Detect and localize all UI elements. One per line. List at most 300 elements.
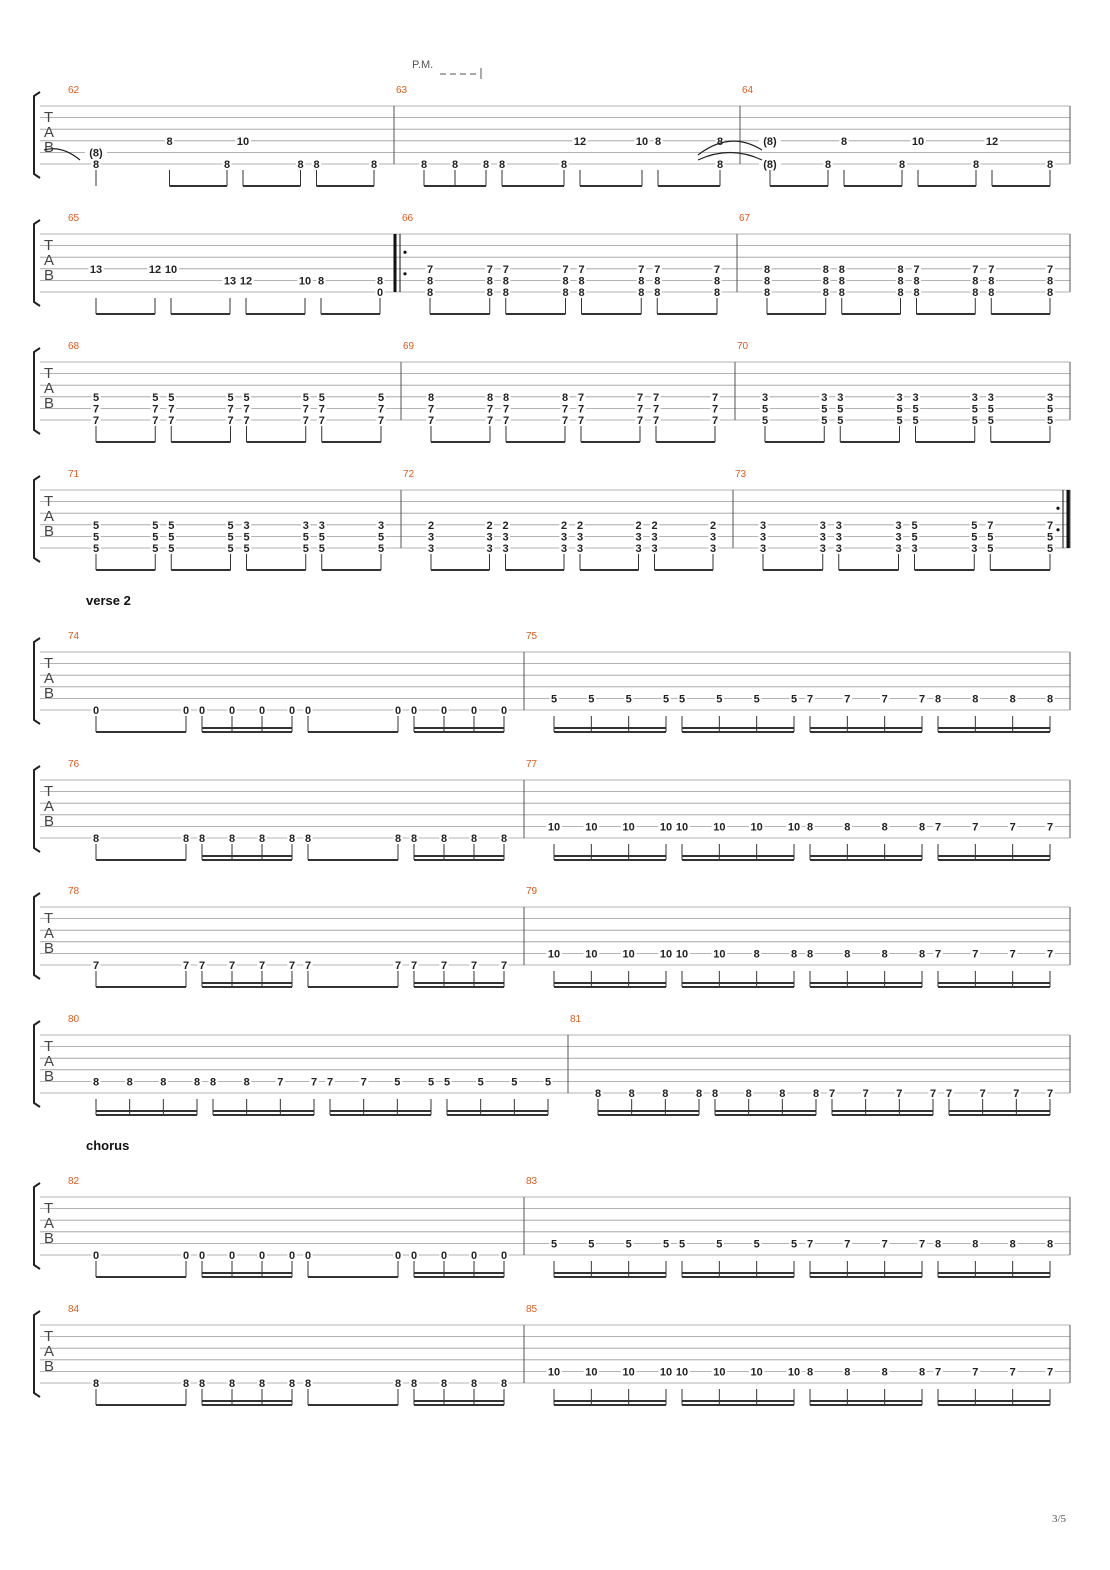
measure-number: 80 xyxy=(68,1014,80,1025)
fret-number: 8 xyxy=(223,159,231,171)
fret-number: 5 xyxy=(1046,531,1054,544)
fret-number: 7 xyxy=(92,960,100,972)
fret-number: 10 xyxy=(547,1366,561,1379)
fret-number: 0 xyxy=(288,705,296,717)
fret-number: 7 xyxy=(881,693,888,706)
fret-number: 5 xyxy=(753,1238,760,1251)
fret-number: 2 xyxy=(560,519,568,532)
fret-number: 7 xyxy=(1013,1088,1020,1100)
fret-number: 5 xyxy=(443,1076,451,1089)
fret-number: 7 xyxy=(918,1238,926,1251)
fret-number: 8 xyxy=(92,1076,100,1089)
fret-number: 3 xyxy=(759,531,767,544)
fret-number: 7 xyxy=(92,415,100,427)
fret-number: 5 xyxy=(168,391,175,404)
fret-number: 5 xyxy=(790,693,798,706)
section-label-verse-2: verse 2 xyxy=(86,593,131,608)
fret-number: 8 xyxy=(897,263,904,276)
fret-number: 8 xyxy=(394,1378,402,1390)
fret-number: 3 xyxy=(895,543,902,555)
fret-number: 8 xyxy=(838,275,845,288)
fret-number: 7 xyxy=(652,391,660,404)
fret-number: 5 xyxy=(511,1076,518,1089)
system-bracket xyxy=(34,766,40,852)
fret-number: 8 xyxy=(918,821,926,834)
fret-number: 8 xyxy=(881,821,888,834)
fret-number: 8 xyxy=(243,1076,250,1089)
fret-number: 3 xyxy=(895,531,902,544)
fret-number: 7 xyxy=(502,403,510,416)
measure-number: 85 xyxy=(526,1304,538,1315)
fret-number: 2 xyxy=(486,519,493,532)
fret-number: 3 xyxy=(709,543,717,555)
measure-number: 68 xyxy=(68,341,80,352)
fret-number: 7 xyxy=(711,415,719,427)
tab-clef-letter: B xyxy=(44,523,55,540)
fret-number: 7 xyxy=(168,415,175,427)
fret-number: 0 xyxy=(304,705,312,717)
fret-number: 3 xyxy=(651,543,658,555)
fret-number: 5 xyxy=(761,415,769,427)
fret-number: 2 xyxy=(709,519,717,532)
fret-number: 3 xyxy=(635,543,642,555)
fret-number: 0 xyxy=(228,1250,236,1262)
fret-number: 5 xyxy=(662,1238,670,1251)
fret-number: 8 xyxy=(160,1076,167,1089)
repeat-dot xyxy=(403,251,406,254)
fret-number: 8 xyxy=(440,833,448,845)
fret-number: 7 xyxy=(500,960,508,972)
fret-number: 8 xyxy=(166,135,173,148)
fret-number: 7 xyxy=(1046,948,1054,961)
tab-clef-letter: T xyxy=(44,493,54,510)
fret-number: 5 xyxy=(227,519,234,532)
fret-number: 7 xyxy=(410,960,418,972)
measure-number: 65 xyxy=(68,213,80,224)
fret-number: 5 xyxy=(821,403,828,416)
fret-number: 8 xyxy=(713,275,721,288)
fret-number: 7 xyxy=(502,415,510,427)
fret-number: 7 xyxy=(711,391,719,404)
fret-number: 7 xyxy=(713,263,721,276)
fret-number: 5 xyxy=(1046,543,1054,555)
fret-number: 5 xyxy=(152,543,159,555)
fret-number: 7 xyxy=(638,263,645,276)
fret-number: 8 xyxy=(561,391,569,404)
fret-number: 8 xyxy=(638,275,645,288)
fret-number: 8 xyxy=(209,1076,217,1089)
fret-number: 3 xyxy=(819,519,826,532)
fret-number: 0 xyxy=(470,1250,478,1262)
fret-number: 8 xyxy=(654,135,662,148)
fret-number: 5 xyxy=(318,543,325,555)
system-bracket xyxy=(34,1311,40,1397)
fret-number: 10 xyxy=(622,1366,635,1379)
fret-number: 7 xyxy=(377,415,385,427)
fret-number: 8 xyxy=(258,833,266,845)
fret-number: 5 xyxy=(837,415,844,427)
fret-number: 5 xyxy=(227,391,234,404)
fret-number: 5 xyxy=(243,391,250,404)
tab-clef-letter: B xyxy=(44,685,55,702)
fret-number: 8 xyxy=(972,159,980,171)
fret-number: 7 xyxy=(918,693,926,706)
fret-number: 8 xyxy=(1046,287,1054,299)
fret-number: 8 xyxy=(578,275,585,288)
system-bracket xyxy=(34,1183,40,1269)
measure-number: 69 xyxy=(403,341,415,352)
tab-clef-letter: B xyxy=(44,1230,55,1247)
tab-clef-letter: B xyxy=(44,940,55,957)
fret-number: 0 xyxy=(410,705,418,717)
measure-number: 63 xyxy=(396,85,408,96)
fret-number: 5 xyxy=(377,531,385,544)
fret-number: 7 xyxy=(913,263,920,276)
fret-number: 8 xyxy=(313,159,320,171)
fret-number: 10 xyxy=(659,1366,673,1379)
measure-number: 76 xyxy=(68,759,80,770)
tab-clef-letter: T xyxy=(44,1200,54,1217)
fret-number: 8 xyxy=(972,275,979,288)
fret-number: 8 xyxy=(288,1378,296,1390)
measure-number: 77 xyxy=(526,759,538,770)
fret-number: 10 xyxy=(547,821,561,834)
tab-clef-letter: A xyxy=(44,252,55,269)
fret-number: 7 xyxy=(972,821,979,834)
tab-clef-letter: B xyxy=(44,395,55,412)
fret-number: 8 xyxy=(228,1378,236,1390)
fret-number: 3 xyxy=(635,531,642,544)
fret-number: 3 xyxy=(651,531,658,544)
palm-mute-label: P.M. xyxy=(412,59,434,71)
measure-number: 64 xyxy=(742,85,754,96)
fret-number: 8 xyxy=(1009,1238,1016,1251)
fret-number: 8 xyxy=(1009,693,1016,706)
fret-number: 5 xyxy=(911,519,918,532)
fret-number: 5 xyxy=(678,1238,686,1251)
fret-number: 3 xyxy=(895,519,902,532)
fret-number: 3 xyxy=(837,391,844,404)
fret-number: 8 xyxy=(560,159,568,171)
fret-number: 7 xyxy=(326,1076,334,1089)
fret-number: 3 xyxy=(759,519,767,532)
system-bracket xyxy=(34,476,40,562)
fret-number: 7 xyxy=(828,1088,836,1100)
fret-number: 0 xyxy=(258,1250,266,1262)
fret-number: 8 xyxy=(594,1088,602,1100)
fret-number: 5 xyxy=(302,531,309,544)
system-bracket xyxy=(34,348,40,434)
fret-number: 3 xyxy=(560,543,568,555)
fret-number: 7 xyxy=(636,391,644,404)
tab-clef-letter: B xyxy=(44,1068,55,1085)
fret-number: 8 xyxy=(844,821,851,834)
fret-number: 3 xyxy=(896,391,903,404)
fret-number: 0 xyxy=(440,1250,448,1262)
fret-number: 7 xyxy=(988,263,995,276)
fret-number: 3 xyxy=(318,519,325,532)
fret-number: 8 xyxy=(500,833,508,845)
fret-number: 8 xyxy=(92,1378,100,1390)
fret-number: 7 xyxy=(360,1076,367,1089)
fret-number: 7 xyxy=(711,403,719,416)
system-bracket xyxy=(34,92,40,178)
fret-number: 10 xyxy=(911,135,925,148)
fret-number: 8 xyxy=(486,287,493,299)
fret-number: 8 xyxy=(822,287,829,299)
fret-number: 5 xyxy=(377,391,385,404)
fret-number: 7 xyxy=(486,263,493,276)
fret-number: 8 xyxy=(228,833,236,845)
measure-number: 70 xyxy=(737,341,749,352)
fret-number: 0 xyxy=(288,1250,296,1262)
fret-number: 8 xyxy=(502,391,510,404)
fret-number: 5 xyxy=(588,693,595,706)
fret-number: 8 xyxy=(881,1366,888,1379)
fret-number: 7 xyxy=(152,403,159,416)
measure-number: 74 xyxy=(68,631,80,642)
fret-number: 3 xyxy=(835,543,842,555)
fret-number: 8 xyxy=(713,287,721,299)
fret-number: 8 xyxy=(258,1378,266,1390)
measure-number: 62 xyxy=(68,85,80,96)
fret-number: 5 xyxy=(152,391,159,404)
fret-number: 0 xyxy=(182,705,190,717)
fret-number: 7 xyxy=(258,960,266,972)
fret-number: 0 xyxy=(258,705,266,717)
fret-number: 7 xyxy=(654,263,661,276)
fret-number: 3 xyxy=(486,543,493,555)
fret-number: 7 xyxy=(288,960,296,972)
fret-number: 8 xyxy=(486,391,494,404)
fret-number: 5 xyxy=(92,391,100,404)
fret-number: 7 xyxy=(440,960,448,972)
fret-number: 8 xyxy=(470,833,478,845)
fret-number: 10 xyxy=(585,1366,598,1379)
fret-number: 3 xyxy=(835,519,842,532)
fret-number: 7 xyxy=(470,960,478,972)
fret-number: 7 xyxy=(577,415,585,427)
tab-clef-letter: A xyxy=(44,925,55,942)
fret-number: 7 xyxy=(502,263,509,276)
fret-number: 7 xyxy=(1046,821,1054,834)
fret-number: 7 xyxy=(862,1088,869,1100)
fret-number: 10 xyxy=(585,948,598,961)
fret-number: 0 xyxy=(394,705,402,717)
fret-number: 3 xyxy=(911,543,918,555)
fret-number: 3 xyxy=(971,391,978,404)
fret-number: 8 xyxy=(716,135,724,148)
fret-number: 8 xyxy=(502,275,509,288)
fret-number: 7 xyxy=(806,693,814,706)
fret-number: 7 xyxy=(486,415,494,427)
fret-number: 3 xyxy=(243,519,250,532)
fret-number: 8 xyxy=(806,948,814,961)
fret-number: 2 xyxy=(576,519,584,532)
fret-number: 8 xyxy=(988,275,995,288)
fret-number: 8 xyxy=(763,275,771,288)
fret-number: 8 xyxy=(779,1088,786,1100)
measure-number: 73 xyxy=(735,469,747,480)
fret-number: 5 xyxy=(544,1076,552,1089)
fret-number: 0 xyxy=(376,287,384,299)
fret-number: 5 xyxy=(1046,403,1054,416)
fret-number: 5 xyxy=(1046,415,1054,427)
fret-number: 7 xyxy=(1046,519,1054,532)
fret-number: 7 xyxy=(227,415,234,427)
fret-number: 3 xyxy=(576,543,584,555)
fret-number: 2 xyxy=(635,519,642,532)
fret-number: 7 xyxy=(377,403,385,416)
tab-clef-letter: T xyxy=(44,237,54,254)
fret-number: 3 xyxy=(971,543,978,555)
fret-number: 5 xyxy=(971,403,978,416)
fret-number: 8 xyxy=(482,159,490,171)
tab-clef-letter: T xyxy=(44,109,54,126)
fret-number: 8 xyxy=(182,1378,190,1390)
fret-number: 8 xyxy=(638,287,645,299)
fret-number: 7 xyxy=(427,403,435,416)
fret-number: 5 xyxy=(550,693,558,706)
system-bracket xyxy=(34,1021,40,1107)
fret-number: 12 xyxy=(573,135,587,148)
fret-number: 8 xyxy=(662,1088,669,1100)
fret-number: 7 xyxy=(182,960,190,972)
fret-number: 5 xyxy=(753,693,760,706)
fret-number: 7 xyxy=(652,415,660,427)
fret-number: 0 xyxy=(92,1250,100,1262)
fret-number: 10 xyxy=(622,821,635,834)
fret-number: 7 xyxy=(577,391,585,404)
fret-number: 7 xyxy=(562,263,569,276)
fret-number: 8 xyxy=(972,287,979,299)
fret-number: 8 xyxy=(812,1088,820,1100)
fret-number: 8 xyxy=(1046,275,1054,288)
fret-number: 7 xyxy=(394,960,402,972)
tab-clef-letter: A xyxy=(44,1053,55,1070)
fret-number: 7 xyxy=(652,403,660,416)
fret-number: 0 xyxy=(198,705,206,717)
fret-number: 7 xyxy=(304,960,312,972)
fret-number: 10 xyxy=(675,948,689,961)
fret-number: 8 xyxy=(578,287,585,299)
fret-number: 7 xyxy=(486,403,494,416)
fret-number: 8 xyxy=(918,1366,926,1379)
fret-number: 8 xyxy=(440,1378,448,1390)
fret-number: 8 xyxy=(1046,159,1054,171)
fret-number: 0 xyxy=(440,705,448,717)
fret-number: 5 xyxy=(971,415,978,427)
fret-number: 3 xyxy=(377,519,385,532)
fret-number: 5 xyxy=(394,1076,401,1089)
fret-number: 8 xyxy=(822,263,829,276)
fret-number: 7 xyxy=(979,1088,986,1100)
fret-number: 10 xyxy=(635,135,649,148)
fret-number: 0 xyxy=(304,1250,312,1262)
fret-number: 7 xyxy=(934,1366,942,1379)
fret-number: 3 xyxy=(819,543,826,555)
fret-number: 10 xyxy=(164,263,178,276)
fret-number: 8 xyxy=(840,135,848,148)
fret-number: 5 xyxy=(987,543,994,555)
fret-number: 7 xyxy=(972,948,979,961)
fret-number: 5 xyxy=(318,531,325,544)
fret-number: 7 xyxy=(578,263,585,276)
fret-number: 3 xyxy=(576,531,584,544)
fret-number: 2 xyxy=(427,519,435,532)
fret-number: 5 xyxy=(227,531,234,544)
fret-number: 8 xyxy=(763,287,771,299)
fret-number: 3 xyxy=(502,543,509,555)
repeat-dot xyxy=(1056,507,1059,510)
fret-number: 7 xyxy=(243,415,250,427)
fret-number: 7 xyxy=(92,403,100,416)
fret-number: 3 xyxy=(502,531,509,544)
fret-number: (8) xyxy=(763,159,777,171)
fret-number: 5 xyxy=(550,1238,558,1251)
fret-number: 7 xyxy=(310,1076,318,1089)
fret-number: 10 xyxy=(787,1366,801,1379)
fret-number: 3 xyxy=(427,543,435,555)
fret-number: 7 xyxy=(806,1238,814,1251)
fret-number: 5 xyxy=(716,1238,723,1251)
fret-number: 7 xyxy=(198,960,206,972)
fret-number: 8 xyxy=(654,287,661,299)
fret-number: 8 xyxy=(426,287,434,299)
measure-number: 83 xyxy=(526,1176,538,1187)
fret-number: 7 xyxy=(427,415,435,427)
fret-number: 5 xyxy=(302,543,309,555)
fret-number: 8 xyxy=(92,833,100,845)
fret-number: 8 xyxy=(838,263,845,276)
fret-number: 5 xyxy=(625,1238,632,1251)
fret-number: 8 xyxy=(763,263,771,276)
tab-clef-letter: A xyxy=(44,1215,55,1232)
page-number: 3/5 xyxy=(1051,1513,1066,1525)
fret-number: 8 xyxy=(753,948,760,961)
fret-number: 3 xyxy=(835,531,842,544)
measure-number: 82 xyxy=(68,1176,80,1187)
tab-clef-letter: A xyxy=(44,798,55,815)
fret-number: 10 xyxy=(750,1366,763,1379)
fret-number: 8 xyxy=(1046,1238,1054,1251)
fret-number: 10 xyxy=(675,1366,689,1379)
fret-number: 8 xyxy=(972,1238,979,1251)
fret-number: 7 xyxy=(1046,263,1054,276)
tab-clef-letter: B xyxy=(44,1358,55,1375)
fret-number: 5 xyxy=(761,403,769,416)
fret-number: 2 xyxy=(651,519,658,532)
repeat-dot xyxy=(403,272,406,275)
fret-number: 7 xyxy=(228,960,236,972)
fret-number: (8) xyxy=(89,147,103,160)
fret-number: 5 xyxy=(302,391,309,404)
system-bracket xyxy=(34,638,40,724)
fret-number: 3 xyxy=(709,531,717,544)
fret-number: 7 xyxy=(1009,1366,1016,1379)
fret-number: 5 xyxy=(92,531,100,544)
fret-number: 5 xyxy=(912,415,919,427)
fret-number: 8 xyxy=(451,159,459,171)
fret-number: 8 xyxy=(193,1076,201,1089)
fret-number: 8 xyxy=(881,948,888,961)
fret-number: 0 xyxy=(470,705,478,717)
fret-number: 3 xyxy=(819,531,826,544)
fret-number: 8 xyxy=(934,1238,942,1251)
fret-number: 8 xyxy=(486,275,493,288)
fret-number: 5 xyxy=(318,391,325,404)
measure-number: 71 xyxy=(68,469,80,480)
